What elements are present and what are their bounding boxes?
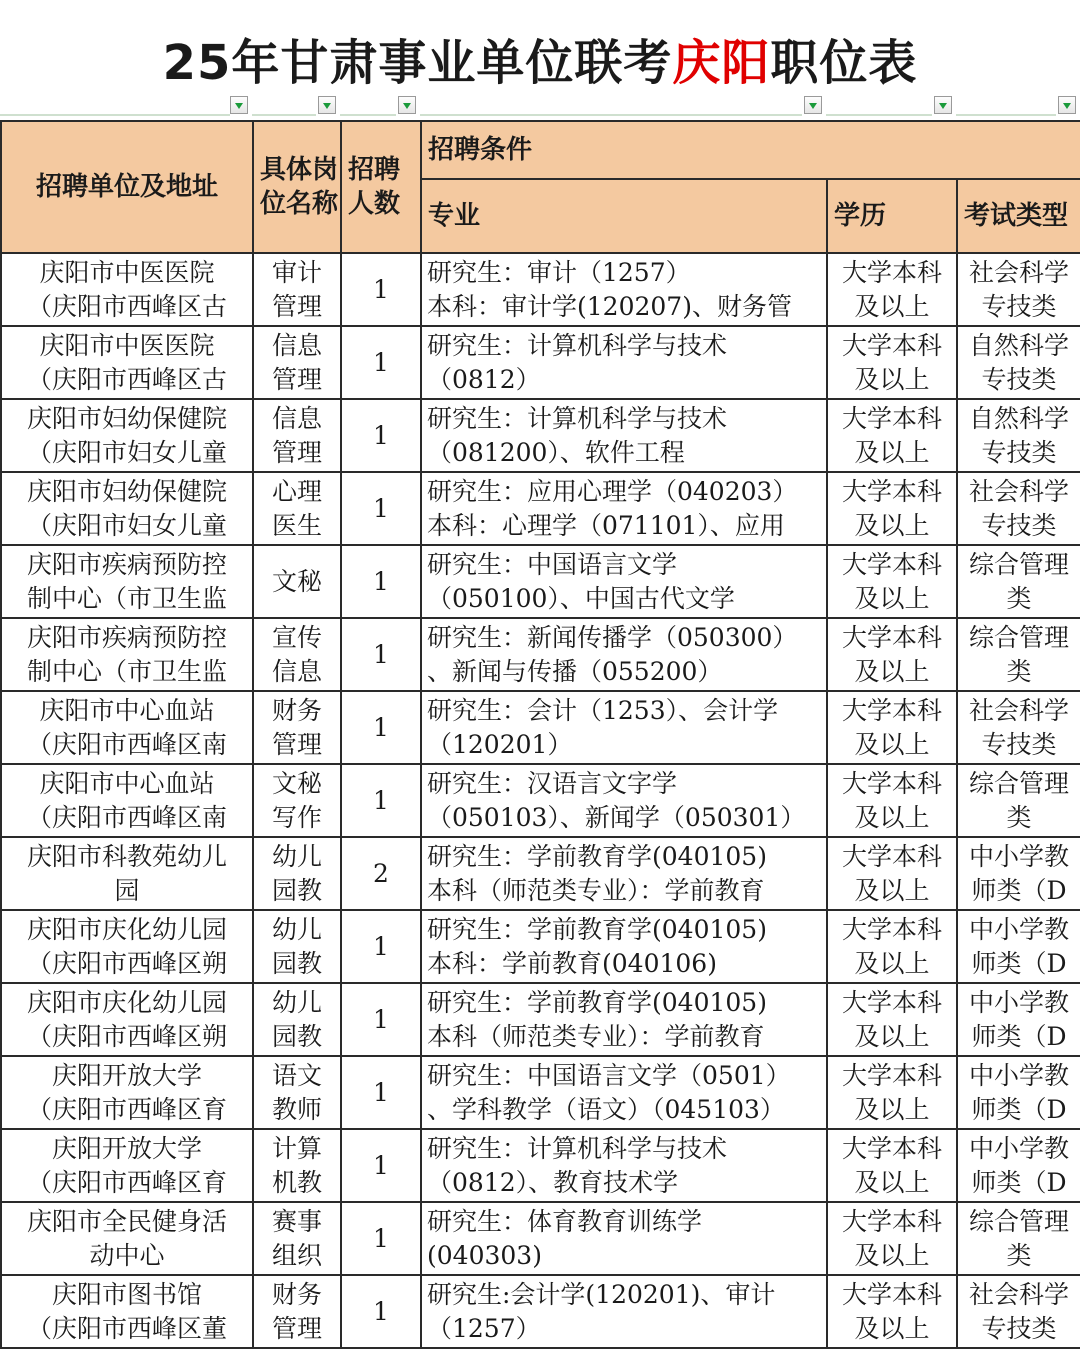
header-unit: 招聘单位及地址 <box>1 121 253 253</box>
unit-cell <box>1 837 253 910</box>
education-cell <box>827 983 957 1056</box>
exam-cell-line: 中小学教 <box>969 841 1070 871</box>
exam-cell-line: 专技类 <box>981 437 1057 467</box>
major-cell <box>421 764 827 837</box>
education-cell <box>827 472 957 545</box>
major-cell-line: 研究生：中国语言文学（0501） <box>427 1060 791 1090</box>
filter-dropdown-icon[interactable] <box>398 96 416 114</box>
position-cell-line: 财务 <box>271 695 322 725</box>
header-education: 学历 <box>827 179 957 253</box>
unit-cell <box>1 545 253 618</box>
position-cell-line: 幼儿 <box>271 987 322 1017</box>
count-cell-line: 1 <box>373 712 389 742</box>
major-cell <box>421 472 827 545</box>
count-cell <box>341 910 421 983</box>
position-cell-line: 幼儿 <box>271 841 322 871</box>
position-cell-line: 赛事 <box>271 1206 322 1236</box>
unit-cell-line: （庆阳市西峰区南 <box>26 802 227 832</box>
exam-cell <box>957 1202 1080 1275</box>
exam-cell <box>957 1275 1080 1348</box>
major-cell <box>421 691 827 764</box>
position-cell-line: 文秘 <box>271 566 322 596</box>
unit-cell <box>1 618 253 691</box>
count-cell-line: 1 <box>373 274 389 304</box>
title-suffix: 职位表 <box>770 35 918 91</box>
position-cell-line: 机教 <box>271 1167 322 1197</box>
unit-cell-line: （庆阳市妇女儿童 <box>26 437 227 467</box>
education-cell <box>827 253 957 326</box>
exam-cell <box>957 618 1080 691</box>
exam-cell <box>957 837 1080 910</box>
filter-dropdown-icon[interactable] <box>804 96 822 114</box>
position-cell-line: 写作 <box>271 802 322 832</box>
exam-cell-line: 中小学教 <box>969 987 1070 1017</box>
education-cell-line: 及以上 <box>854 437 930 467</box>
education-cell-line: 及以上 <box>854 729 930 759</box>
position-cell <box>253 472 341 545</box>
table-row <box>1 691 1080 764</box>
filter-dropdown-icon[interactable] <box>1058 96 1076 114</box>
position-cell <box>253 983 341 1056</box>
exam-cell-line: 师类（D <box>971 1167 1067 1197</box>
header-position: 具体岗位名称 <box>253 121 341 253</box>
position-cell-line: 组织 <box>271 1240 322 1270</box>
major-cell-line: （050100）、中国古代文学 <box>427 583 735 613</box>
unit-cell-line: （庆阳市西峰区董 <box>26 1313 227 1343</box>
count-cell <box>341 1202 421 1275</box>
count-cell <box>341 764 421 837</box>
unit-cell-line: 庆阳市图书馆 <box>51 1279 202 1309</box>
table-row <box>1 837 1080 910</box>
position-cell-line: 教师 <box>271 1094 322 1124</box>
count-cell <box>341 983 421 1056</box>
major-cell-line: 研究生：应用心理学（040203） <box>427 476 798 506</box>
header-exam: 考试类型 <box>957 179 1080 253</box>
education-cell-line: 及以上 <box>854 291 930 321</box>
unit-cell <box>1 399 253 472</box>
table-row <box>1 910 1080 983</box>
education-cell-line: 大学本科 <box>841 1133 942 1163</box>
count-cell <box>341 1056 421 1129</box>
position-cell-line: 幼儿 <box>271 914 322 944</box>
count-cell-line: 1 <box>373 1223 389 1253</box>
unit-cell <box>1 691 253 764</box>
count-cell-line: 1 <box>373 639 389 669</box>
major-cell-line: （1257） <box>427 1313 541 1343</box>
exam-cell-line: 中小学教 <box>969 1133 1070 1163</box>
filter-dropdown-icon[interactable] <box>934 96 952 114</box>
education-cell <box>827 910 957 983</box>
filter-divider <box>340 114 396 116</box>
count-cell-line: 1 <box>373 785 389 815</box>
unit-cell <box>1 326 253 399</box>
education-cell <box>827 545 957 618</box>
position-cell <box>253 764 341 837</box>
exam-cell-line: 类 <box>1006 802 1032 832</box>
major-cell <box>421 1129 827 1202</box>
exam-cell-line: 社会科学 <box>969 695 1070 725</box>
unit-cell-line: 庆阳市疾病预防控 <box>26 622 227 652</box>
count-cell-line: 2 <box>373 858 389 888</box>
unit-cell <box>1 1275 253 1348</box>
count-cell-line: 1 <box>373 931 389 961</box>
education-cell-line: 及以上 <box>854 802 930 832</box>
education-cell-line: 大学本科 <box>841 403 942 433</box>
table-row <box>1 764 1080 837</box>
count-cell <box>341 399 421 472</box>
unit-cell-line: （庆阳市西峰区古 <box>26 364 227 394</box>
exam-cell-line: 专技类 <box>981 729 1057 759</box>
exam-cell-line: 自然科学 <box>969 403 1070 433</box>
education-cell <box>827 1129 957 1202</box>
position-cell <box>253 1056 341 1129</box>
position-cell-line: 信息 <box>271 330 322 360</box>
unit-cell-line: 庆阳市中医医院 <box>39 257 215 287</box>
position-cell-line: 心理 <box>271 476 322 506</box>
education-cell-line: 及以上 <box>854 1094 930 1124</box>
positions-table <box>0 120 1080 1349</box>
education-cell-line: 大学本科 <box>841 330 942 360</box>
table-row <box>1 326 1080 399</box>
exam-cell-line: 中小学教 <box>969 914 1070 944</box>
position-cell <box>253 691 341 764</box>
education-cell-line: 大学本科 <box>841 622 942 652</box>
major-cell-line: 研究生：审计（1257） <box>427 257 691 287</box>
filter-divider <box>0 114 230 116</box>
unit-cell-line: 庆阳市妇幼保健院 <box>26 403 227 433</box>
table-row <box>1 253 1080 326</box>
education-cell <box>827 618 957 691</box>
position-cell-line: 管理 <box>271 1313 322 1343</box>
major-cell-line: 研究生：计算机科学与技术 <box>427 1133 728 1163</box>
exam-cell <box>957 691 1080 764</box>
major-cell-line: 、学科教学（语文）（045103） <box>427 1094 785 1124</box>
major-cell <box>421 910 827 983</box>
position-cell-line: 园教 <box>271 875 322 905</box>
count-cell <box>341 691 421 764</box>
unit-cell <box>1 472 253 545</box>
exam-cell <box>957 1056 1080 1129</box>
filter-divider <box>252 114 316 116</box>
education-cell-line: 及以上 <box>854 948 930 978</box>
education-cell-line: 大学本科 <box>841 914 942 944</box>
exam-cell-line: 类 <box>1006 1240 1032 1270</box>
major-cell-line: 本科（师范类专业）：学前教育 <box>427 1021 765 1051</box>
education-cell-line: 大学本科 <box>841 1279 942 1309</box>
unit-cell-line: （庆阳市西峰区育 <box>26 1094 227 1124</box>
exam-cell-line: 社会科学 <box>969 1279 1070 1309</box>
unit-cell-line: （庆阳市西峰区朔 <box>26 1021 227 1051</box>
count-cell <box>341 326 421 399</box>
count-cell-line: 1 <box>373 420 389 450</box>
major-cell-line: 本科：心理学（071101）、应用 <box>427 510 785 540</box>
major-cell <box>421 837 827 910</box>
education-cell-line: 及以上 <box>854 583 930 613</box>
title-highlight: 庆阳 <box>672 35 771 91</box>
unit-cell-line: 庆阳市中心血站 <box>39 695 215 725</box>
position-cell-line: 审计 <box>271 257 322 287</box>
unit-cell-line: （庆阳市西峰区南 <box>26 729 227 759</box>
count-cell <box>341 1275 421 1348</box>
header-major: 专业 <box>421 179 827 253</box>
filter-dropdown-icon[interactable] <box>318 96 336 114</box>
position-cell-line: 宣传 <box>271 622 322 652</box>
education-cell-line: 大学本科 <box>841 476 942 506</box>
major-cell-line: 本科：审计学(120207)、财务管 <box>427 291 792 321</box>
exam-cell-line: 专技类 <box>981 510 1057 540</box>
filter-divider <box>826 114 932 116</box>
count-cell <box>341 545 421 618</box>
position-cell <box>253 253 341 326</box>
table-body <box>1 253 1080 1348</box>
major-cell <box>421 253 827 326</box>
position-cell-line: 财务 <box>271 1279 322 1309</box>
count-cell-line: 1 <box>373 1150 389 1180</box>
exam-cell-line: 类 <box>1006 656 1032 686</box>
major-cell-line: (040303) <box>427 1240 542 1270</box>
education-cell-line: 及以上 <box>854 1313 930 1343</box>
unit-cell <box>1 910 253 983</box>
unit-cell-line: 庆阳市中医医院 <box>39 330 215 360</box>
unit-cell <box>1 1056 253 1129</box>
education-cell <box>827 837 957 910</box>
table-row <box>1 545 1080 618</box>
position-cell <box>253 1202 341 1275</box>
page-title <box>0 30 1080 96</box>
major-cell-line: 研究生：学前教育学(040105) <box>427 914 767 944</box>
count-cell <box>341 472 421 545</box>
major-cell-line: 研究生：新闻传播学（050300） <box>427 622 798 652</box>
position-cell <box>253 618 341 691</box>
unit-cell-line: 庆阳市科教苑幼儿 <box>26 841 227 871</box>
exam-cell <box>957 545 1080 618</box>
exam-cell <box>957 472 1080 545</box>
filter-row <box>0 96 1080 118</box>
exam-cell <box>957 253 1080 326</box>
table-row <box>1 399 1080 472</box>
education-cell <box>827 1056 957 1129</box>
position-cell-line: 管理 <box>271 291 322 321</box>
unit-cell-line: 庆阳市妇幼保健院 <box>26 476 227 506</box>
education-cell-line: 大学本科 <box>841 695 942 725</box>
major-cell-line: （0812） <box>427 364 541 394</box>
table-row <box>1 472 1080 545</box>
major-cell <box>421 326 827 399</box>
education-cell-line: 及以上 <box>854 1240 930 1270</box>
education-cell <box>827 399 957 472</box>
unit-cell <box>1 253 253 326</box>
position-cell-line: 语文 <box>271 1060 322 1090</box>
position-cell-line: 信息 <box>271 403 322 433</box>
major-cell <box>421 618 827 691</box>
major-cell <box>421 399 827 472</box>
exam-cell-line: 综合管理 <box>969 1206 1070 1236</box>
exam-cell-line: 社会科学 <box>969 476 1070 506</box>
table-row <box>1 1129 1080 1202</box>
unit-cell <box>1 1129 253 1202</box>
major-cell <box>421 1275 827 1348</box>
position-cell <box>253 326 341 399</box>
position-cell <box>253 837 341 910</box>
major-cell-line: （0812）、教育技术学 <box>427 1167 679 1197</box>
major-cell <box>421 545 827 618</box>
education-cell-line: 及以上 <box>854 1167 930 1197</box>
major-cell <box>421 983 827 1056</box>
position-cell <box>253 910 341 983</box>
header-count: 招聘人数 <box>341 121 421 253</box>
unit-cell-line: 庆阳开放大学 <box>51 1060 202 1090</box>
table-row <box>1 1202 1080 1275</box>
education-cell <box>827 691 957 764</box>
count-cell <box>341 253 421 326</box>
unit-cell-line: 制中心（市卫生监 <box>26 656 227 686</box>
major-cell-line: 研究生：体育教育训练学 <box>427 1206 703 1236</box>
exam-cell <box>957 910 1080 983</box>
major-cell-line: 研究生：计算机科学与技术 <box>427 403 728 433</box>
education-cell-line: 大学本科 <box>841 257 942 287</box>
position-cell-line: 信息 <box>271 656 322 686</box>
exam-cell-line: 中小学教 <box>969 1060 1070 1090</box>
unit-cell <box>1 983 253 1056</box>
count-cell <box>341 1129 421 1202</box>
major-cell-line: （050103）、新闻学（050301） <box>427 802 806 832</box>
table-row <box>1 983 1080 1056</box>
unit-cell-line: 庆阳市疾病预防控 <box>26 549 227 579</box>
exam-cell <box>957 764 1080 837</box>
count-cell-line: 1 <box>373 566 389 596</box>
unit-cell-line: 庆阳市庆化幼儿园 <box>26 914 227 944</box>
count-cell-line: 1 <box>373 1004 389 1034</box>
education-cell <box>827 1275 957 1348</box>
table-row <box>1 1275 1080 1348</box>
education-cell <box>827 764 957 837</box>
unit-cell-line: 制中心（市卫生监 <box>26 583 227 613</box>
major-cell-line: 研究生：汉语言文字学 <box>427 768 678 798</box>
exam-cell-line: 专技类 <box>981 364 1057 394</box>
position-cell-line: 医生 <box>271 510 322 540</box>
exam-cell <box>957 983 1080 1056</box>
major-cell-line: 研究生：会计（1253）、会计学 <box>427 695 779 725</box>
major-cell <box>421 1056 827 1129</box>
major-cell-line: 研究生:会计学(120201)、审计 <box>427 1279 776 1309</box>
unit-cell-line: 庆阳开放大学 <box>51 1133 202 1163</box>
education-cell-line: 及以上 <box>854 510 930 540</box>
exam-cell-line: 师类（D <box>971 948 1067 978</box>
education-cell-line: 大学本科 <box>841 1060 942 1090</box>
major-cell-line: 、新闻与传播（055200） <box>427 656 723 686</box>
position-cell <box>253 399 341 472</box>
education-cell-line: 大学本科 <box>841 841 942 871</box>
position-cell-line: 计算 <box>271 1133 322 1163</box>
header-conditions: 招聘条件 <box>421 121 1080 179</box>
exam-cell-line: 专技类 <box>981 1313 1057 1343</box>
exam-cell-line: 综合管理 <box>969 768 1070 798</box>
count-cell <box>341 837 421 910</box>
education-cell <box>827 326 957 399</box>
count-cell-line: 1 <box>373 347 389 377</box>
position-cell-line: 管理 <box>271 437 322 467</box>
unit-cell <box>1 764 253 837</box>
exam-cell <box>957 326 1080 399</box>
exam-cell <box>957 1129 1080 1202</box>
count-cell-line: 1 <box>373 493 389 523</box>
major-cell-line: 研究生：计算机科学与技术 <box>427 330 728 360</box>
unit-cell-line: 庆阳市中心血站 <box>39 768 215 798</box>
education-cell-line: 大学本科 <box>841 549 942 579</box>
education-cell-line: 及以上 <box>854 1021 930 1051</box>
major-cell <box>421 1202 827 1275</box>
position-cell-line: 文秘 <box>271 768 322 798</box>
major-cell-line: 研究生：中国语言文学 <box>427 549 678 579</box>
exam-cell-line: 综合管理 <box>969 622 1070 652</box>
unit-cell-line: 园 <box>114 875 140 905</box>
unit-cell <box>1 1202 253 1275</box>
exam-cell-line: 类 <box>1006 583 1032 613</box>
unit-cell-line: 庆阳市庆化幼儿园 <box>26 987 227 1017</box>
position-cell-line: 管理 <box>271 729 322 759</box>
position-cell <box>253 1275 341 1348</box>
education-cell-line: 大学本科 <box>841 987 942 1017</box>
filter-dropdown-icon[interactable] <box>230 96 248 114</box>
count-cell-line: 1 <box>373 1077 389 1107</box>
unit-cell-line: 动中心 <box>89 1240 165 1270</box>
table-row <box>1 1056 1080 1129</box>
position-cell-line: 园教 <box>271 948 322 978</box>
exam-cell-line: 专技类 <box>981 291 1057 321</box>
major-cell-line: 本科（师范类专业）：学前教育 <box>427 875 765 905</box>
position-cell-line: 管理 <box>271 364 322 394</box>
unit-cell-line: （庆阳市西峰区古 <box>26 291 227 321</box>
title-prefix: 25年甘肃事业单位联考 <box>162 35 673 91</box>
exam-cell-line: 社会科学 <box>969 257 1070 287</box>
education-cell-line: 大学本科 <box>841 1206 942 1236</box>
count-cell <box>341 618 421 691</box>
unit-cell-line: 庆阳市全民健身活 <box>26 1206 227 1236</box>
position-cell <box>253 1129 341 1202</box>
major-cell-line: 研究生：学前教育学(040105) <box>427 987 767 1017</box>
exam-cell <box>957 399 1080 472</box>
education-cell-line: 及以上 <box>854 656 930 686</box>
major-cell-line: （120201） <box>427 729 573 759</box>
unit-cell-line: （庆阳市西峰区育 <box>26 1167 227 1197</box>
major-cell-line: （081200）、软件工程 <box>427 437 685 467</box>
count-cell-line: 1 <box>373 1296 389 1326</box>
exam-cell-line: 自然科学 <box>969 330 1070 360</box>
filter-divider <box>956 114 1056 116</box>
exam-cell-line: 师类（D <box>971 875 1067 905</box>
education-cell-line: 及以上 <box>854 364 930 394</box>
major-cell-line: 研究生：学前教育学(040105) <box>427 841 767 871</box>
table-row <box>1 618 1080 691</box>
education-cell <box>827 1202 957 1275</box>
unit-cell-line: （庆阳市妇女儿童 <box>26 510 227 540</box>
education-cell-line: 及以上 <box>854 875 930 905</box>
filter-divider <box>420 114 802 116</box>
exam-cell-line: 综合管理 <box>969 549 1070 579</box>
major-cell-line: 本科：学前教育(040106) <box>427 948 717 978</box>
position-cell-line: 园教 <box>271 1021 322 1051</box>
exam-cell-line: 师类（D <box>971 1021 1067 1051</box>
education-cell-line: 大学本科 <box>841 768 942 798</box>
position-cell <box>253 545 341 618</box>
exam-cell-line: 师类（D <box>971 1094 1067 1124</box>
unit-cell-line: （庆阳市西峰区朔 <box>26 948 227 978</box>
